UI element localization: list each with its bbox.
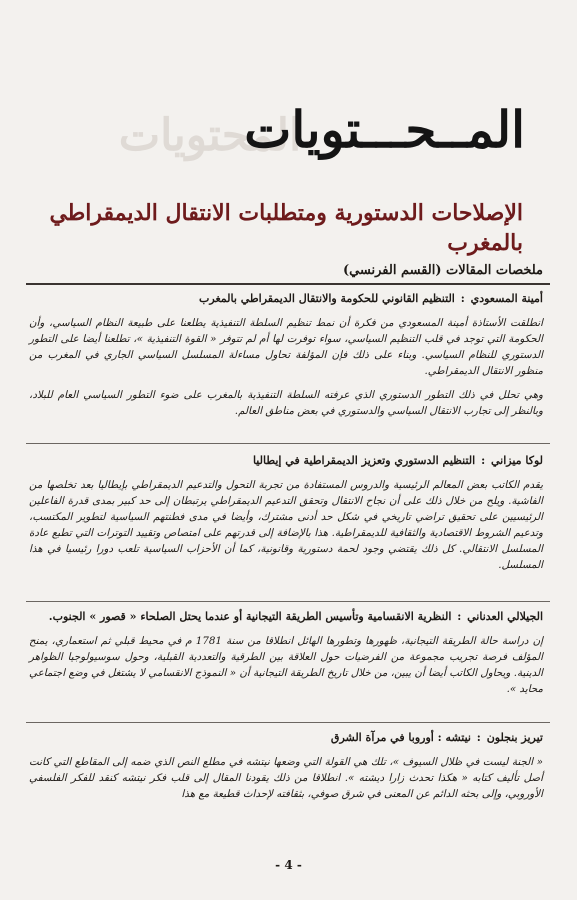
page-number: - 4 -: [275, 858, 302, 872]
article-title: نيتشه : أوروبا في مرآة الشرق: [330, 731, 471, 744]
article-title: النظرية الانقسامية وتأسيس الطريقة التيجانية أو عندما يحتل الصلحاء « قصور » الجنوب.: [48, 610, 452, 623]
article-paragraph: إن دراسة حالة الطريقة التيجانية، ظهورها وتطورها الهائل انطلاقا من سنة 1781 م في محيط قبلي ثم استعماري، يمنح المؤلف فرصة تجريب مجموعة من الفرضيات حول العلاقة بين الطرقية والتعددية القبلية، وحول سوسيولوجيا الظواهر الدينية. ويحاول الكاتب أيضا أن يبين، من خلال تاريخ الطريقة التيجانية أن « النموذج الانقسامي لا يشتغل في وضع اجتماعي محايد ».: [29, 635, 543, 695]
page-subtitle: الإصلاحات الدستورية ومتطلبات الانتقال الديمقراطي بالمغرب: [49, 200, 523, 256]
article-summary: [29, 730, 543, 802]
article-paragraph: يقدم الكاتب بعض المعالم الرئيسية والدروس المستفادة من تجربة التحول والتدعيم الديمقراطي بإيطاليا بعد تخلصها من الفاشية. ويلح من خلال ذلك على أن نجاح الانتقال وتحقق التدعيم الديمقراطي يرتبطان إلى حد كبير بمدى قدرة الفاعلين الرئيسيين على تحقيق تراضي تاريخي في شكل حد أدنى مشترك، وأيضا في مدى فطنتهم السياسية لتطوير المكتسب، وتدعيم الشروط الاقتصادية والثقافية للديمقراطية. هذا بالإضافة إلى قدرتهم على امتصاص وتقييد التوترات التي تطبع عادة المسلسل الانتقالي. كل ذلك يقتضي وجود لحمة دستورية وقانونية، كما أن الأحزاب السياسية تلعب دورا رئيسيا في هذا المسلسل.: [29, 479, 543, 571]
article-author: تيريز بنجلون: [486, 731, 543, 744]
article-heading: تيريز بنجلون : نيتشه : أوروبا في مرآة الشرق: [330, 731, 543, 744]
page-title: المــحـــتويات: [244, 100, 525, 159]
section-divider: [26, 283, 550, 285]
section-heading: ملخصات المقالات (القسم الفرنسي): [342, 263, 543, 278]
article-paragraph: انطلقت الأستاذة أمينة المسعودي من فكرة أن نمط تنظيم السلطة التنفيذية يطلعنا على طبيعة النظام السياسي، وأن الحكومة التي توجد في قلب التنظيم السياسي، سواء توفرت لها أم لم تتوفر « القوة التنفيذية »، تطلعنا أيضا على التطور الدستوري للنظام السياسي. وبناء على ذلك فإن المؤلفة تحاول مساءلة المسلسل السياسي الجاري في المغرب من منظور الانتقال الديمقراطي.: [29, 317, 543, 377]
article-title: التنظيم الدستوري وتعزيز الديمقراطية في إيطاليا: [252, 454, 476, 467]
article-title: التنظيم القانوني للحكومة والانتقال الديمقراطي بالمغرب: [199, 292, 455, 305]
article-summary: [29, 609, 543, 697]
article-divider: [26, 443, 550, 444]
article-heading: أمينة المسعودي : التنظيم القانوني للحكومة والانتقال الديمقراطي بالمغرب: [199, 292, 543, 305]
watermark-text: المحتويات: [118, 110, 302, 161]
article-author: الجيلالي العدناني: [467, 610, 543, 623]
article-divider: [26, 722, 550, 723]
article-divider: [26, 601, 550, 602]
article-heading: الجيلالي العدناني : النظرية الانقسامية وتأسيس الطريقة التيجانية أو عندما يحتل الصلحاء « قصور » الجنوب.: [48, 610, 543, 623]
article-heading: لوكا ميزاني : التنظيم الدستوري وتعزيز الديمقراطية في إيطاليا: [252, 454, 543, 467]
article-paragraph: وهي تحلل في ذلك التطور الدستوري الذي عرفته السلطة التنفيذية بالمغرب على ضوء التطور السياسي العام للبلاد، وبالنظر إلى تجارب الانتقال السياسي والدستوري في بعض مناطق العالم.: [29, 389, 543, 417]
article-summary: [29, 291, 543, 419]
article-author: لوكا ميزاني: [490, 454, 543, 467]
article-summary: [29, 453, 543, 573]
article-author: أمينة المسعودي: [470, 292, 543, 305]
article-paragraph: « الجنة ليست في ظلال السيوف »، تلك هي القولة التي وضعها نيتشه في مطلع النص الذي ضمه إلى المقاطع التي كانت أصل تأليف كتابه « هكذا تحدث زارا ديشته ». انطلاقا من ذلك يقودنا المقال إلى قلب فكر نيتشه كنقد للفكر الفلسفي الأوروبي، وإلى بحثه الدائم عن المعنى في شرق صوفي، بثقافته لإحداث قطيعة مع هذا: [29, 756, 543, 800]
